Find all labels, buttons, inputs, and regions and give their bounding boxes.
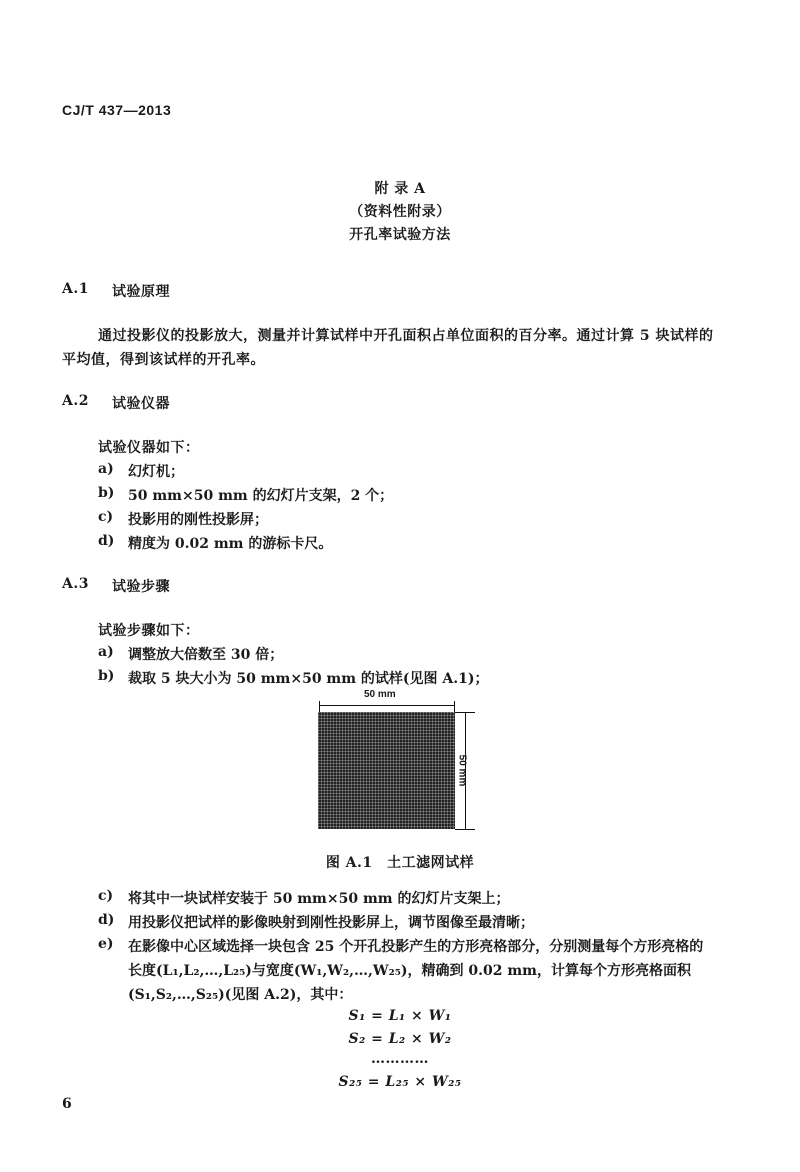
formula: S₂ = L₂ × W₂ <box>348 1031 452 1047</box>
list-item: 投影用的刚性投影屏； <box>128 512 268 528</box>
section-title-a2: 试验仪器 <box>112 396 170 412</box>
paragraph-line: 通过投影仪的投影放大，测量并计算试样中开孔面积占单位面积的百分率。通过计算 5 块试样的 <box>98 328 714 344</box>
list-item-line: 长度(L₁,L₂,…,L₂₅)与宽度(W₁,W₂,…,W₂₅)，精确到 0.02 mm，计算每个方形亮格面积 <box>128 963 691 979</box>
height-dimension-label: 50 mm <box>456 754 468 787</box>
geotextile-sample-image <box>318 712 455 829</box>
list-label: d) <box>98 533 115 549</box>
list-label: d) <box>98 912 115 928</box>
list-label: c) <box>98 509 114 525</box>
list-label: b) <box>98 485 115 501</box>
page-number: 6 <box>62 1096 73 1112</box>
list-item: 50 mm×50 mm 的幻灯片支架，2 个； <box>128 488 394 504</box>
standard-code: CJ/T 437—2013 <box>62 102 172 118</box>
list-item: 精度为 0.02 mm 的游标卡尺。 <box>128 536 333 552</box>
list-item-line: (S₁,S₂,…,S₂₅)(见图 A.2)，其中： <box>128 987 353 1003</box>
section-title-a3: 试验步骤 <box>112 579 170 595</box>
list-intro: 试验步骤如下： <box>98 623 200 639</box>
paragraph-line: 平均值，得到该试样的开孔率。 <box>62 352 265 368</box>
list-intro: 试验仪器如下： <box>98 440 200 456</box>
section-title-a1: 试验原理 <box>112 284 170 300</box>
list-item: 调整放大倍数至 30 倍； <box>128 647 284 663</box>
list-item-line: 在影像中心区域选择一块包含 25 个开孔投影产生的方形亮格部分，分别测量每个方形亮格的 <box>128 939 704 955</box>
formula-ellipsis: ………… <box>371 1051 429 1067</box>
appendix-subtitle: 开孔率试验方法 <box>349 227 451 243</box>
formula: S₂₅ = L₂₅ × W₂₅ <box>338 1074 462 1090</box>
list-label: a) <box>98 644 114 660</box>
section-number-a1: A.1 <box>62 281 89 297</box>
list-label: e) <box>98 936 114 952</box>
width-dimension-arrow <box>319 705 455 706</box>
appendix-title: 附 录 A <box>374 181 426 197</box>
list-item: 裁取 5 块大小为 50 mm×50 mm 的试样(见图 A.1)； <box>128 671 489 687</box>
list-label: a) <box>98 461 114 477</box>
section-number-a2: A.2 <box>62 393 89 409</box>
list-item: 幻灯机； <box>128 464 184 480</box>
appendix-type: （资料性附录） <box>349 204 451 220</box>
list-label: c) <box>98 888 114 904</box>
list-item: 将其中一块试样安装于 50 mm×50 mm 的幻灯片支架上； <box>128 891 510 907</box>
section-number-a3: A.3 <box>62 576 89 592</box>
list-label: b) <box>98 668 115 684</box>
list-item: 用投影仪把试样的影像映射到刚性投影屏上，调节图像至最清晰； <box>128 915 534 931</box>
dimension-extension-line <box>455 829 475 830</box>
figure-caption: 图 A.1 土工滤网试样 <box>325 855 475 871</box>
formula: S₁ = L₁ × W₁ <box>348 1008 452 1024</box>
width-dimension-label: 50 mm <box>364 689 396 700</box>
